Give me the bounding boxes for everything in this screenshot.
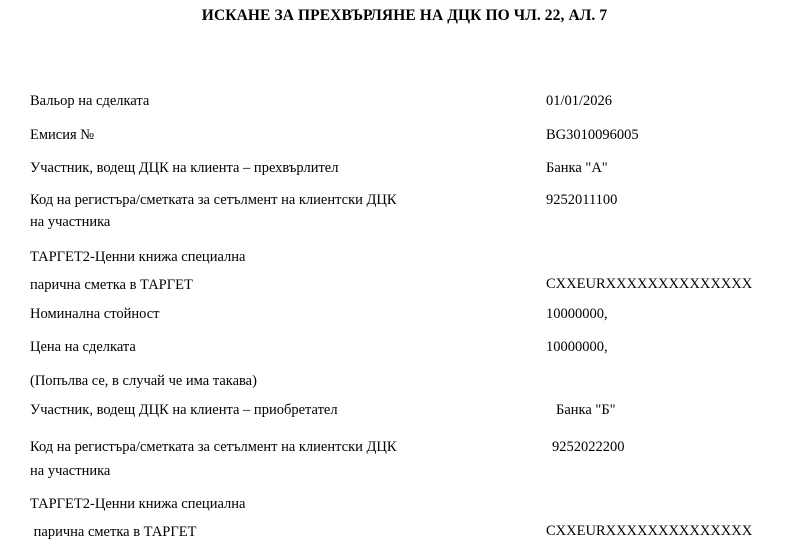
field-label: Цена на сделката [30, 339, 136, 355]
field-value: Банка "Б" [556, 402, 616, 418]
field-label: Вальор на сделката [30, 93, 150, 109]
field-note: (Попълва се, в случай че има такава) [30, 373, 257, 389]
field-value: 01/01/2026 [546, 93, 613, 109]
field-label-continuation: на участника [30, 463, 111, 479]
field-label: Участник, водещ ДЦК на клиента – прехвърлител [30, 160, 339, 176]
field-value: 10000000, [546, 306, 608, 322]
page-title: ИСКАНЕ ЗА ПРЕХВЪРЛЯНЕ НА ДЦК ПО ЧЛ. 22, АЛ. 7 [201, 7, 608, 24]
field-value: 9252022200 [552, 439, 625, 455]
field-value: 9252011100 [546, 192, 618, 208]
field-label: Номинална стойност [30, 306, 160, 322]
field-value: BG3010096005 [546, 127, 639, 143]
field-value: Банка "А" [546, 160, 608, 176]
field-label: парична сметка в ТАРГЕТ [30, 524, 197, 540]
field-value: CXXEURXXXXXXXXXXXXXX [546, 276, 753, 292]
field-label: ТАРГЕТ2-Ценни книжа специална [30, 249, 246, 265]
field-value: 10000000, [546, 339, 608, 355]
field-label-continuation: на участника [30, 214, 111, 230]
field-label: Код на регистъра/сметката за сетълмент на клиентски ДЦК [30, 439, 397, 455]
field-value: CXXEURXXXXXXXXXXXXXX [546, 523, 753, 539]
field-label: Код на регистъра/сметката за сетълмент на клиентски ДЦК [30, 192, 397, 208]
field-label: Емисия № [30, 127, 95, 143]
field-label: ТАРГЕТ2-Ценни книжа специална [30, 496, 246, 512]
field-label: Участник, водещ ДЦК на клиента – приобретател [30, 402, 338, 418]
field-label: парична сметка в ТАРГЕТ [30, 277, 193, 293]
